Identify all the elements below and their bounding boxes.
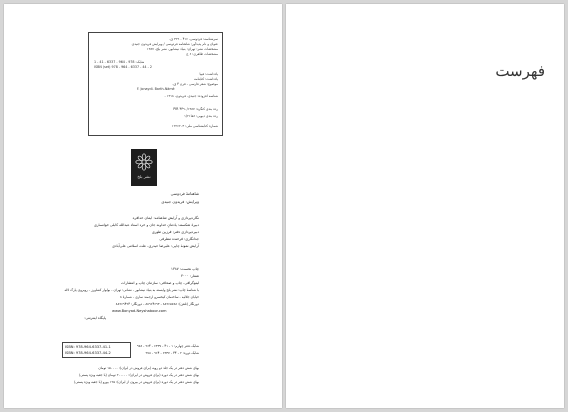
cataloging-national-number: شماره کتابشناسی ملی: ۱۲۲۶۲۰۳: [171, 124, 218, 128]
contents-page: [286, 4, 564, 408]
cataloging-box: [88, 32, 223, 136]
price-line: بهای شش دفتر در یک دوره (برای فروش در ایران): ۲۰۰۰۰۰ تومان (با جعبه ویژه پستی): [79, 373, 199, 377]
address-line: با شناسهٔ چاپ: نشر بلخ وابسته به بنیاد نیشابور - نشانی: تهران - بولوار کشاورز - روبروی پارک لاله: [64, 288, 199, 292]
phone-line: دورنگار (تلفن): ۸۸۹۶۵۷۸۸ - ۸۸۹۶۴۶۹۳ - دورنگار: ۸۸۹۶۹۴۹۴: [115, 302, 199, 306]
price-line: بهای شش دفتر در یک جلد دو رویه (برای فروش در ایران): ۱۵۰۰۰۰ تومان: [98, 366, 199, 370]
cataloging-isbn: شابک: 978 - 964 - 6337 - 41 - 1: [94, 60, 145, 64]
credit-line: جدانگاری: فرخنده مطرفی: [159, 237, 199, 241]
print-count: شمار: ۳۰۰۰: [180, 274, 199, 278]
cataloging-line: یادداشت: کتابنامه: [194, 77, 218, 81]
copyright-page: [4, 4, 282, 408]
cataloging-dewey: رده بندی دیویی: ۸فا۱/۲۱: [184, 114, 218, 118]
cataloging-line: شناسه افزوده: جنیدی، فریدون، ۱۳۱۸ -: [164, 94, 218, 98]
credit-line: دبیرهٔ شکسته: یادمانِ خداوند جان و خرد استاد عبدالله کابلی خوانساری: [93, 223, 199, 227]
address-line: خیابان جلالیه - ساختمان کیخسرو ارجمند ساری - شمارهٔ ۸: [119, 295, 199, 299]
logo-caption: نشر بلخ: [137, 174, 151, 179]
isbn-persian-line: شابک دوره: ۲ - ۴۴ - ۶۳۳۷ - ۹۶۴ - ۹۷۸: [145, 351, 199, 355]
credit-line: آرایش نمونهٔ چاپی: علیرضا حیدری، علت اسلامی علی‌آبادی: [112, 244, 199, 248]
website-url[interactable]: www.Bonyad-Neyshaboor.com: [112, 309, 167, 313]
isbn-line: ISBN: 978-964-6337-41-1: [65, 345, 111, 349]
editor-line: ویرایش: فریدون جنیدی: [161, 199, 199, 204]
cataloging-line: سرشناسه: فردوسی، ۴۱۶ - ۳۲۹ ق.: [169, 37, 218, 41]
price-line: بهای شش دفتر در یک دوره (برای فروش در بیرون از ایران): ۱۲۵ یورو (با جعبه ویژه پستی): [74, 380, 199, 384]
print-date: چاپ نخست: ۱۳۸۷: [171, 267, 199, 271]
isbn-persian-line: شابک دفتر چهارم: ۱ - ۴۱ - ۶۳۳۷ - ۹۶۴ - ۹۷۸: [136, 344, 199, 348]
credit-line: نگاره‌پردازی و آرایش شاهنامه: ایمان خدافره: [132, 216, 199, 220]
isbn-line: ISBN: 978-964-6337-44-2: [65, 351, 111, 355]
isbn-box: [62, 342, 131, 358]
cataloging-line: یادداشت: فیپا: [199, 72, 218, 76]
website-label: پایگاه اینترنتی:: [84, 316, 106, 320]
cataloging-latin-name: F. Jonaydi. Barth-Nâmè: [137, 87, 175, 91]
cataloging-line: موضوع: شعر فارسی - قرن ۴ ق.: [172, 82, 218, 86]
flower-icon: [134, 152, 154, 172]
cataloging-class: رده بندی کنگره: PIR ۴۴۹۰/۱۳۸۷: [173, 107, 218, 111]
contents-heading: فهرست: [495, 62, 545, 80]
publisher-logo: [131, 149, 157, 186]
cataloging-line: مشخصات نشر: تهران: بنیاد نیشابور، نشر بلخ، ۱۳۸۷: [146, 47, 218, 51]
cataloging-line: عنوان و نام پدیدآور: شاهنامه فردوسی / ویرایش فریدون جنیدی: [131, 42, 218, 46]
cataloging-line: مشخصات ظاهری: ۶ ج: [186, 52, 218, 56]
cataloging-isbn-set: ISBN (set) 978 - 964 - 6337 - 44 - 2: [94, 65, 152, 69]
book-title: شاهنامهٔ فردوسی: [170, 191, 199, 196]
credit-line: دبیره‌پردازی دفتر: فرزین طوری: [151, 230, 199, 234]
printer-line: لیتوگرافی، چاپ و صحافی: سازمان چاپ و انتشارات: [121, 281, 199, 285]
